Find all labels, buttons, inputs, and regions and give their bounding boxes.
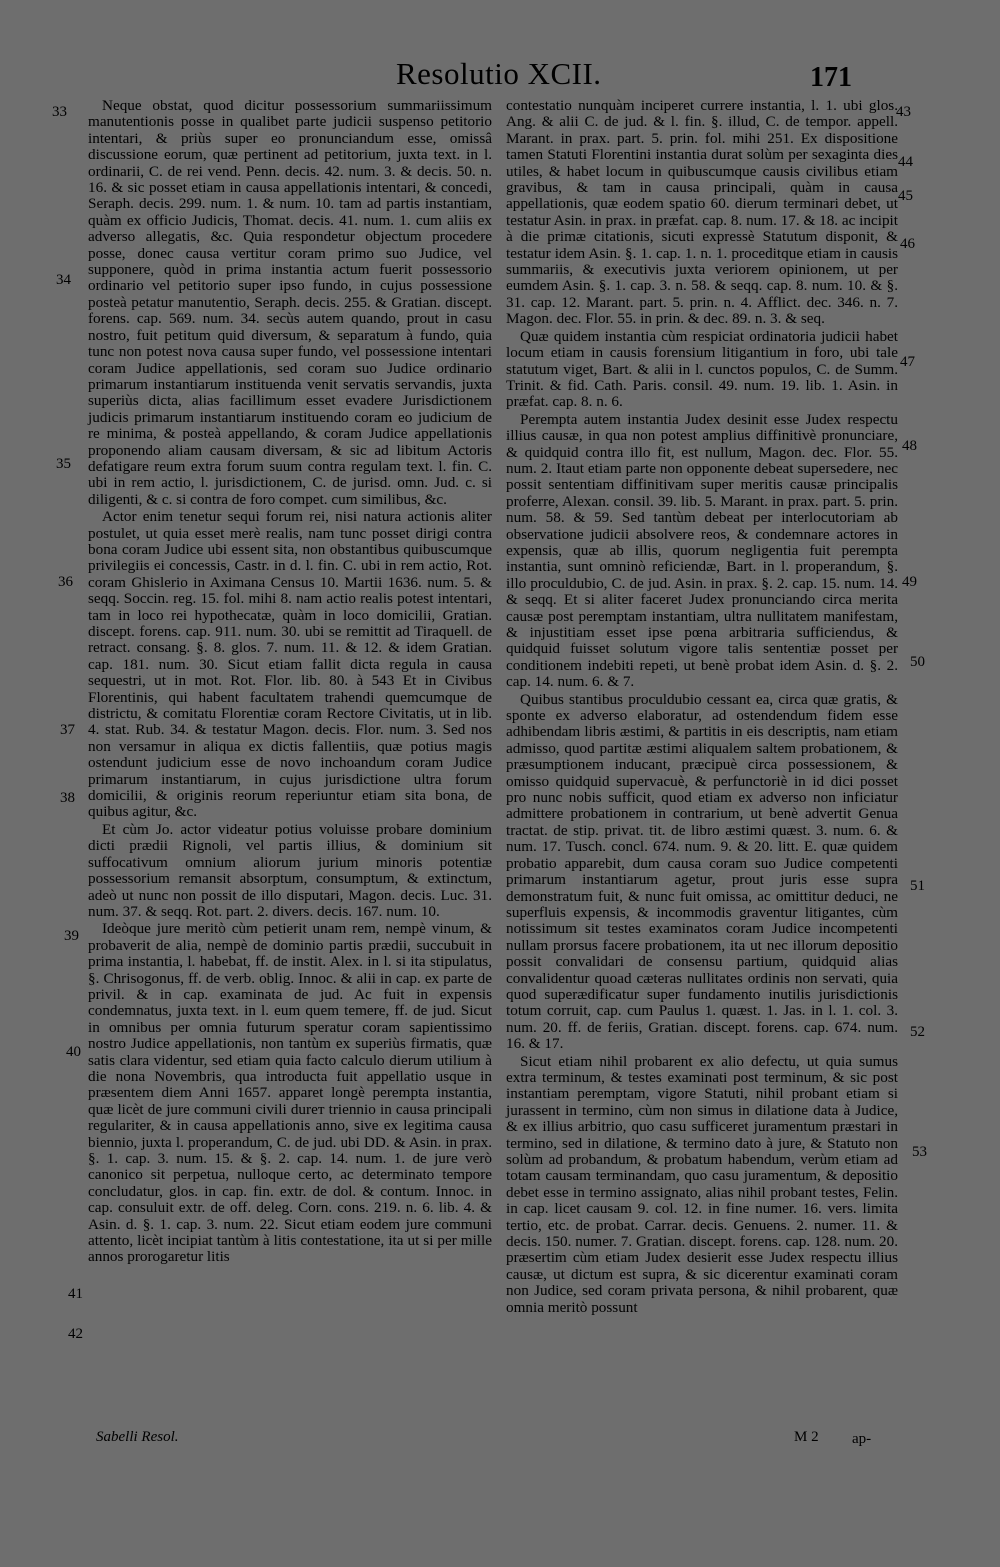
margin-number: 35 bbox=[56, 456, 71, 472]
margin-number: 41 bbox=[68, 1286, 83, 1302]
margin-number: 49 bbox=[902, 574, 917, 590]
margin-number: 37 bbox=[60, 722, 75, 738]
paragraph: Perempta autem instantia Judex desinit esse Judex respectu illius causæ, in qua non potest amplius diffinitivè pronunciare, & quidquid contra illo fit, est nullum, Magon. dec. Flor. 55. num. 2. Itaut etiam parte non opponente debeat supersedere, nec possit sententiam diffinitivam super meritis causæ principalis proferre, Alexan. consil. 39. lib. 5. Marant. in prax. part. 5. prin. num. 58. & 59. Sed tantùm debeat per interlocutoriam ab observatione judicii absolvere reos, & condemnare actores in expensis, quæ ab illis, quorum negligentia fuit perempta instantia, sunt omninò reficiendæ, Bart. in l. properandum, §. illo proculdubio, C. de jud. Asin. in prax. §. 2. cap. 15. num. 14. & seqq. Et si aliter faceret Judex pronunciando circa merita causæ post peremptam instantiam, ultra nullitatem manifestam, & injustitiam esset ipse pœna arbitraria sufficiendus, & quidquid fuisset solutum vigore talis sententiæ posset per conditionem indebiti repeti, ut benè probat idem Asin. d. §. 2. cap. 14. num. 6. & 7. bbox=[506, 410, 898, 691]
margin-number: 39 bbox=[64, 928, 79, 944]
margin-number: 47 bbox=[900, 354, 915, 370]
paragraph: Quæ quidem instantia cùm respiciat ordinatoria judicii habet locum etiam in causis forensium litigantium in foro, ubi tale statutum viget, Bart. & alii in l. cunctos populos, C. de Summ. Trinit. & fid. Cath. Paris. consil. 49. num. 19. lib. 1. Asin. in præfat. cap. 8. n. 6. bbox=[506, 327, 898, 411]
margin-number: 40 bbox=[66, 1044, 81, 1060]
paragraph: Sicut etiam nihil probarent ex alio defectu, ut quia sumus extra terminum, & testes examinati post terminum, & sic post instantiam peremptam, vigore Statuti, nihil probant etiam si jurassent in termino, cùm non simus in dilatione data à Judice, & ex illius arbitrio, quo casu sufficeret juramentum præstari in termino, sed in dilatione, & termino dato à jure, & Statuto non solùm ad probandum, & probatum habendum, verùm etiam ad totam causam terminandam, quo casu juramentum, & depositio debet esse in termino assignato, alias nihil probant testes, Felin. in cap. licet causam 9. col. 12. in fine numer. 16. vers. limita tertio, etc. de probat. Carrar. decis. Genuens. 2. numer. 11. & decis. 150. numer. 7. Gratian. discept. forens. cap. 128. num. 20. præsertim cùm etiam Judex desierit esse Judex respectu illius causæ, ut dictum est supra, & sic dicerentur examinati coram non Judice, sed coram privata persona, & nihil probarent, quæ omnia meritò possunt bbox=[506, 1052, 898, 1316]
paragraph: Ideòque jure meritò cùm petierit unam rem, nempè vinum, & probaverit de alia, nempè de dominio partis prædii, succubuit in prima instantia, l. habebat, ff. de instit. Alex. in l. si ita stipulatus, §. Chrisogonus, ff. de verb. oblig. Innoc. & alii in cap. ex parte de privil. & in cap. examinata de jud. Ac fuit in expensis condemnatus, juxta text. in l. eum quem temere, ff. de jud. Sicut in omnibus per omnia futurum speratur coram sapientissimo nostro Judice appellationis, non tantùm ex superiùs firmatis, quæ satis clara videntur, sed etiam quia facto calculo dierum utilium à die nona Novembris, qua introducta fuit appellatio usque in præsentem diem Anni 1657. apparet longè perempta instantia, quæ licèt de jure communi civili durет triennio in causa principali regulariter, & in causa appellationis anno, sive ex legitima causa biennio, juxta l. properandum, C. de jud. ubi DD. & Asin. in prax. §. 1. cap. 3. num. 15. & §. 2. cap. 14. num. 1. de jure verò canonico sit perpetua, nulloque certo, ac determinato tempore concludatur, glos. in cap. fin. extr. de dol. & contum. Innoc. in cap. consuluit extr. de off. deleg. Corn. cons. 219. n. 6. lib. 4. & Asin. d. §. 1. cap. 3. num. 22. Sicut etiam eodem jure communi attento, licèt incipiat tantùm à litis contestatione, ita ut si per mille annos prorogaretur litis bbox=[88, 920, 492, 1266]
paragraph: contestatio nunquàm inciperet currere instantia, l. 1. ubi glos. Ang. & alii C. de jud. & l. fin. §. illud, C. de tempor. appell. Marant. in prax. part. 5. prin. fol. mihi 251. Ex dispositione tamen Statuti Florentini instantia durat solùm per sexaginta dies utiles, & habet locum in quibuscumque causis civilibus etiam gravibus, & tam in causa principali, quàm in causa appellationis, quæ eodem spatio 60. dierum terminari debet, ut testatur Asin. in prax. in præfat. cap. 8. num. 17. & 18. ac incipit à die primæ citationis, sicuti expressè Statutum disponit, & testatur idem Asin. §. 1. cap. 1. n. 1. proceditque etiam in causis summariis, & executivis juxta veriorem opinionem, ut per eumdem Asin. §. 1. cap. 3. n. 58. & seqq. cap. 8. num. 10. & §. 31. cap. 12. Marant. part. 5. prin. n. 4. Afflict. dec. 346. n. 7. Magon. dec. Flor. 55. in prin. & dec. 89. n. 3. & seq. bbox=[506, 97, 898, 328]
margin-number: 42 bbox=[68, 1326, 83, 1342]
right-column bbox=[506, 98, 898, 1317]
left-column bbox=[88, 98, 492, 1267]
paragraph: Actor enim tenetur sequi forum rei, nisi natura actionis aliter postulet, ut quia esset merè realis, nam tunc posset dirigi contra bona coram Judice ubi essent sita, non obstantibus quibuscumque privilegiis ei concessis, Castr. in d. l. fin. C. ubi in rem actio, Rot. coram Ghislerio in Aximana Census 10. Martii 1636. num. 5. & seqq. Soccin. reg. 15. fol. mihi 8. nam actio realis potest intentari, tam in loco rei hypothecatæ, quàm in loco domicilii, Gratian. discept. forens. cap. 911. num. 30. ubi se remittit ad Tiraquell. de retract. consang. §. 8. glos. 7. num. 11. & 12. & idem Gratian. cap. 181. num. 30. Sicut etiam fallit dicta regula in causa sequestri, ut in mot. Rot. Flor. lib. 80. à 543 Et in Civibus Florentinis, qui habent facultatem trahendi quemcumque de districtu, & comitatu Florentiæ coram Rectore Civitatis, ut in lib. 4. stat. Rub. 34. & testatur Magon. decis. Flor. num. 3. Sed nos non versamur in aliqua ex dictis fallentiis, quæ potius magis ostendunt judicium esse de novo inchoandum coram Judice primarum instantiarum, in cujus jurisdictione ultra forum domicilii, & originis reorum reperiuntur etiam sita bona, de quibus agitur, &c. bbox=[88, 508, 492, 821]
running-title: Resolutio XCII. bbox=[396, 56, 602, 91]
page-number: 171 bbox=[810, 62, 852, 93]
margin-number: 48 bbox=[902, 438, 917, 454]
margin-number: 36 bbox=[58, 574, 73, 590]
margin-number: 51 bbox=[910, 878, 925, 894]
margin-number: 38 bbox=[60, 790, 75, 806]
margin-number: 50 bbox=[910, 654, 925, 670]
page-header bbox=[0, 56, 1000, 96]
margin-number: 46 bbox=[900, 236, 915, 252]
margin-number: 53 bbox=[912, 1144, 927, 1160]
footer-signature: Sabelli Resol. bbox=[96, 1429, 179, 1445]
margin-number: 43 bbox=[896, 104, 911, 120]
margin-number: 34 bbox=[56, 272, 71, 288]
margin-number: 45 bbox=[898, 188, 913, 204]
paragraph: Neque obstat, quod dicitur possessorium summariissimum manutentionis posse in qualibet parte judicii suspenso petitorio intentari, & priùs super eo pronunciandum esse, omissâ discussione eorum, quæ pertinent ad petitorium, juxta text. in l. ordinarii, C. de rei vend. Penn. decis. 42. num. 3. & decis. 50. n. 16. & sic posset etiam in causa appellationis intentari, & concedi, Seraph. decis. 299. num. 1. & num. 10. tam ad partis instantiam, quàm ex officio Judicis, Thomat. decis. 41. num. 1. cum aliis ex adverso allegatis, &c. Quia respondetur objectum procedere posse, donec causa vertitur coram primo suo Judice, vel supponere, quòd in prima instantia actum fuerit possessorio ordinario vel petitorio super ipso fundo, in cujus possessione posteà petatur manutentio, Seraph. decis. 255. & Gratian. discept. forens. cap. 569. num. 34. secùs autem quando, prout in casu nostro, fuit petitum quid diversum, & separatum à fundo, quia tunc non potest nova causa super fundo, vel possessione intentari coram Judice appellationis, sed coram suo Judice ordinario primarum instantiarum instituenda venit servatis servandis, juxta superiùs dicta, alias facillimum esset evadere Jurisdictionem judicis primarum instantiarum instituendo coram eo judicium de re minima, & posteà appellando, & coram Judice appellationis proponendo aliam causam diversam, & sic ad libitum Actoris defatigare reum extra forum suum contra regulam text. l. fin. C. ubi in rem actio, l. jurisdictionem, C. de jurisd. omn. Jud. c. si diligenti, & c. si contra de foro compet. cum similibus, &c. bbox=[88, 97, 492, 508]
margin-number: 52 bbox=[910, 1024, 925, 1040]
catchword: ap- bbox=[852, 1431, 872, 1447]
paragraph: Et cùm Jo. actor videatur potius voluisse probare dominium dicti prædii Rignoli, vel partis illius, & dominium sit suffocativum omnium aliorum jurium minoris potentiæ possessorium remansit absorptum, consumptum, & extinctum, adeò ut nunc non possit de illo disputari, Magon. decis. Luc. 31. num. 37. & seqq. Rot. part. 2. divers. decis. 167. num. 10. bbox=[88, 820, 492, 920]
margin-number: 44 bbox=[898, 154, 913, 170]
margin-number: 33 bbox=[52, 104, 67, 120]
paragraph: Quibus stantibus proculdubio cessant ea, circa quæ gratis, & sponte ex adverso elaboratur, ad ostendendum fidem esse adhibendam libris æstimi, & partitis in eis descriptis, nam etiam admisso, quod partitæ æstimi aliqualem saltem probationem, & præsumptionem inducant, præcipuè circa possessionem, & omisso quidquid supervacuè, & perfunctoriè in id dici posset pro nunc nobis sufficit, quod etiam ex adverso non inficiatur admittere probationem in contrarium, ut benè advertit Genua tractat. de stip. privat. tit. de libro æstimi quæst. 3. num. 6. & num. 17. Tusch. concl. 674. num. 9. & 20. litt. E. quæ quidem probatio apparebit, dum causa coram suo Judice competenti primarum instantiarum agetur, prout juris esse supra demonstratum fuit, & nunc fuit omissa, ac omittitur deduci, ne superfluis expensis, & incommodis graventur litigantes, cùm notissimum sit testes examinatos coram Judice incompetenti nullam prorsus facere probationem, ita ut nec illorum depositio possit convalidari de consensu partium, quidquid alias convalidentur quoad cæteras nullitates ordinis non servati, quia quod superædificatur super fundamento inutilis jurisdictionis totum corruit, cap. cum Paulus 1. quæst. 1. Jas. in l. 1. col. 3. num. 20. ff. de feriis, Gratian. discept. forens. cap. 674. num. 16. & 17. bbox=[506, 690, 898, 1053]
signature-mark: M 2 bbox=[794, 1429, 819, 1445]
